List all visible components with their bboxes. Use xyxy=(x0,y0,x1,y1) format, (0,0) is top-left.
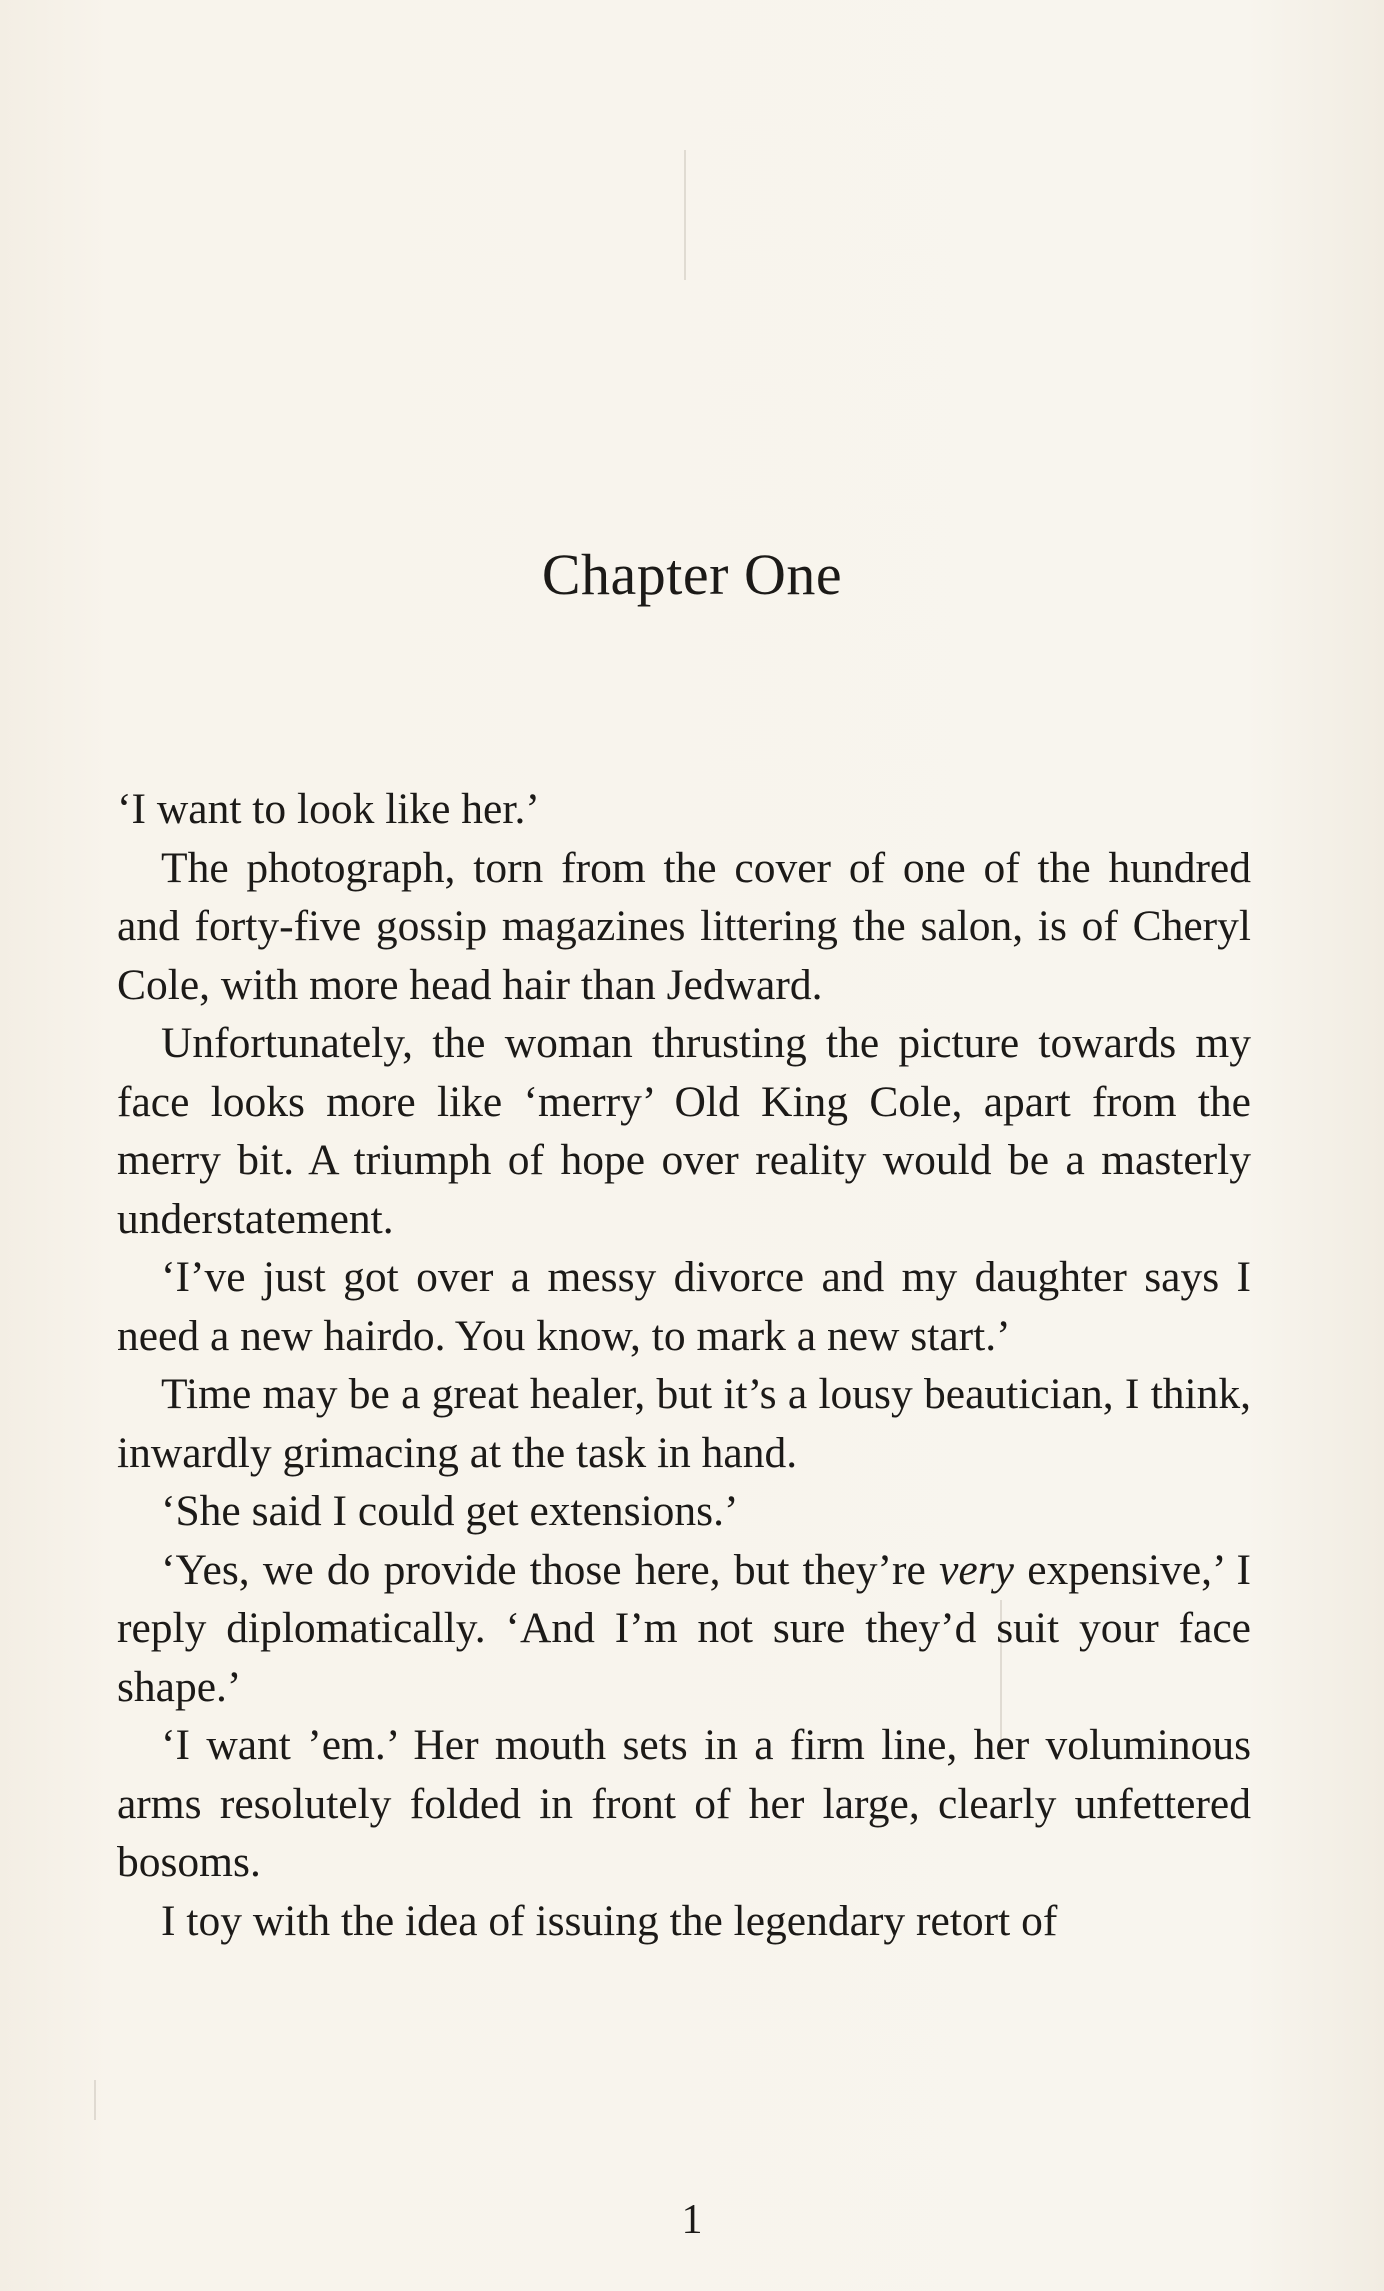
paragraph-text: ‘Yes, we do provide those here, but they’re xyxy=(161,1545,940,1594)
paragraph xyxy=(117,839,1251,1015)
show-through-mark xyxy=(94,2080,96,2120)
paragraph xyxy=(117,780,1251,839)
paragraph-text: expensive,’ I reply diplomatically. ‘And I’m not sure they’d suit your face shape.’ xyxy=(117,1545,1251,1711)
paragraph-text: I toy with the idea of issuing the legendary retort of xyxy=(161,1896,1058,1945)
paragraph-text: ‘She said I could get extensions.’ xyxy=(161,1487,739,1535)
page-number: 1 xyxy=(681,2197,703,2243)
paragraph xyxy=(117,1248,1251,1365)
paragraph-text: The photograph, torn from the cover of one of the hundred and forty-five gossip magazines littering the salon, is of Cheryl Cole, with more head hair than Jedward. xyxy=(117,843,1251,1009)
paragraph-text: ‘I’ve just got over a messy divorce and my daughter says I need a new hairdo. You know, to mark a new start.’ xyxy=(117,1253,1251,1360)
paragraph xyxy=(117,1482,1251,1541)
paragraph-text: Unfortunately, the woman thrusting the picture towards my face looks more like ‘merry’ Old King Cole, apart from the merry bit. A triumph of hope over reality would be a masterly understatement. xyxy=(117,1019,1251,1243)
paragraph-text: ‘I want to look like her.’ xyxy=(117,785,540,833)
show-through-mark xyxy=(684,150,686,280)
paragraph xyxy=(117,1541,1251,1717)
paragraph xyxy=(117,1892,1251,1951)
emphasized-word: very xyxy=(939,1545,1014,1594)
paragraph xyxy=(117,1014,1251,1248)
paragraph xyxy=(117,1716,1251,1892)
chapter-body xyxy=(117,780,1251,1950)
paragraph xyxy=(117,1365,1251,1482)
paragraph-text: Time may be a great healer, but it’s a lousy beautician, I think, inwardly grimacing at the task in hand. xyxy=(117,1370,1251,1477)
chapter-title: Chapter One xyxy=(541,542,843,607)
paragraph-text: ‘I want ’em.’ Her mouth sets in a firm line, her voluminous arms resolutely folded in front of her large, clearly unfettered bosoms. xyxy=(117,1721,1251,1886)
